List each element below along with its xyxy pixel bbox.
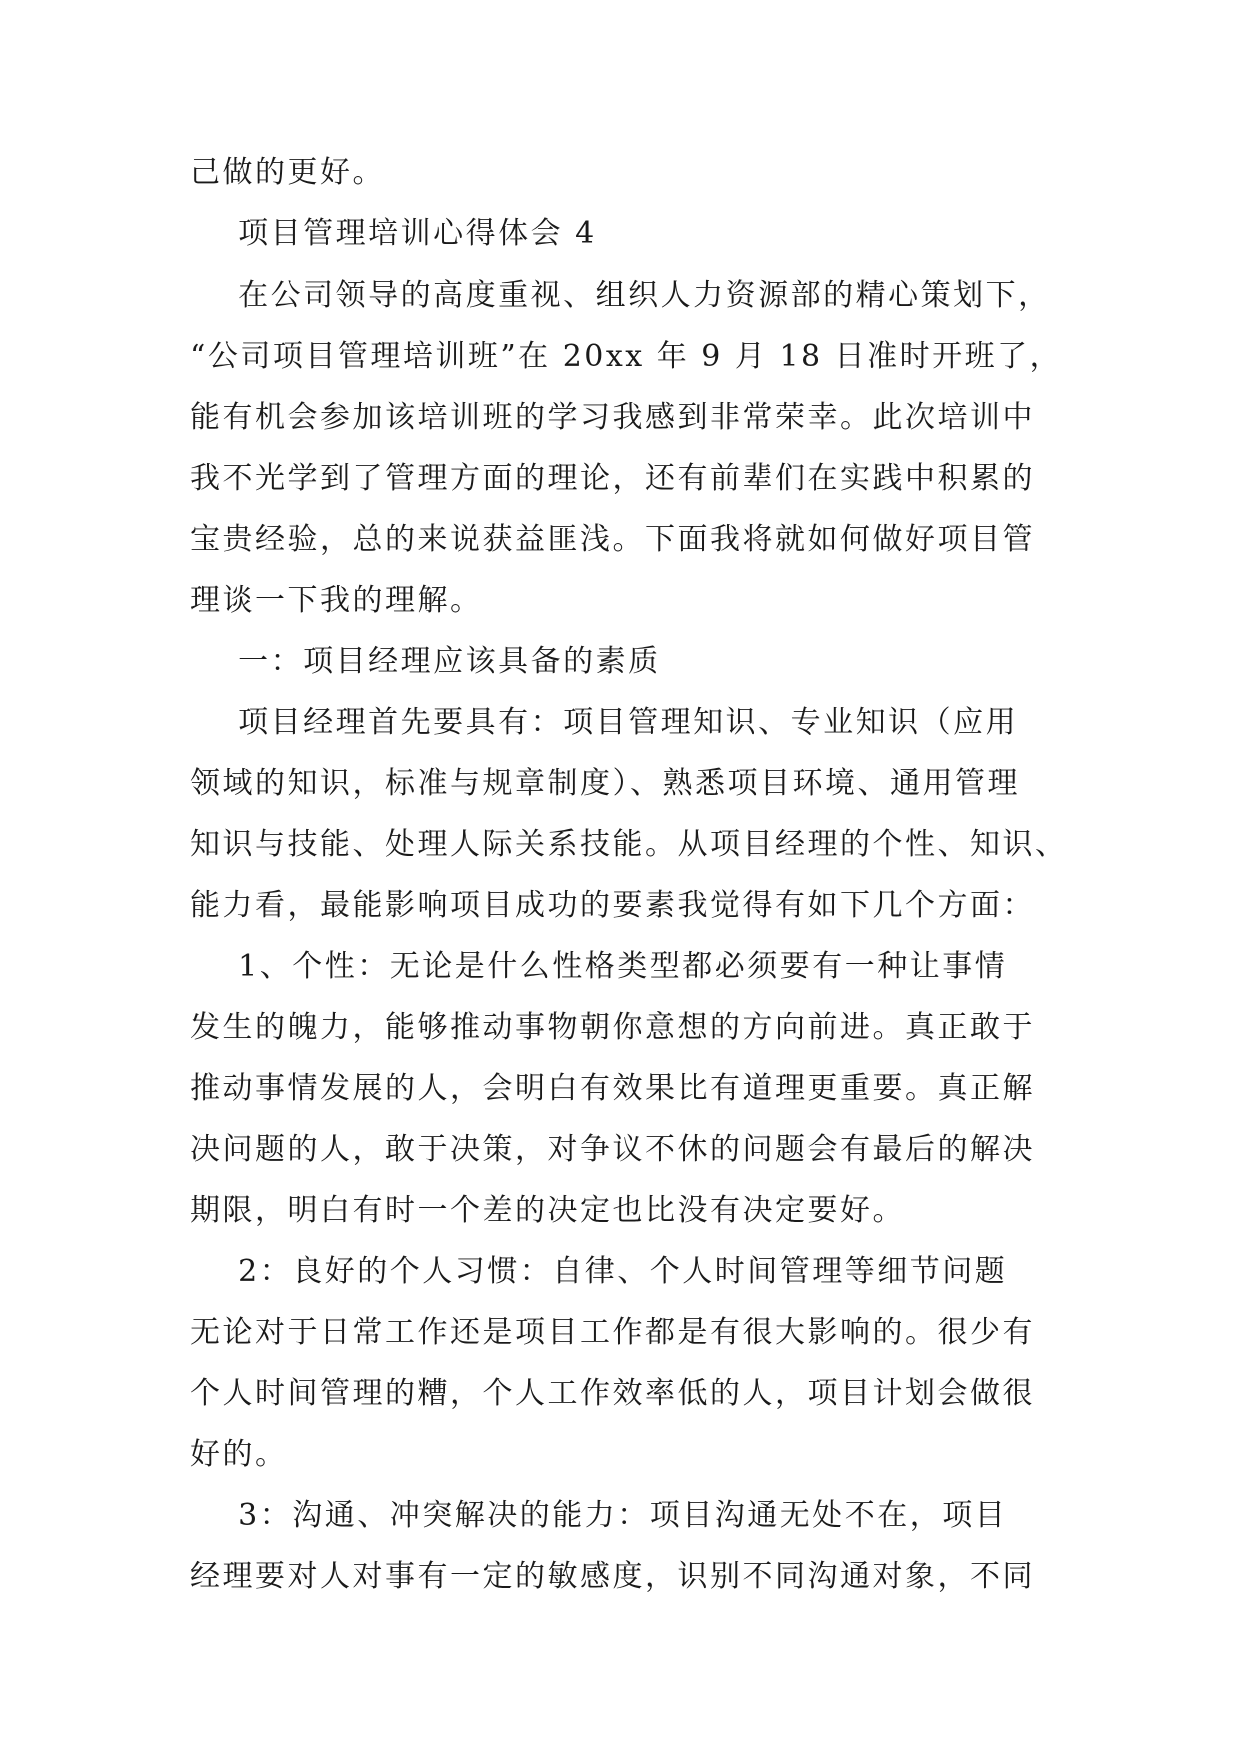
text-line: 经理要对人对事有一定的敏感度，识别不同沟通对象，不同	[190, 1559, 1035, 1594]
text-line: 好的。	[190, 1437, 288, 1472]
text-line: 2：良好的个人习惯：自律、个人时间管理等细节问题	[190, 1254, 1008, 1289]
text-line: 个人时间管理的糟，个人工作效率低的人，项目计划会做很	[190, 1376, 1035, 1411]
text-line: 项目经理首先要具有：项目管理知识、专业知识（应用	[190, 705, 1019, 740]
text-line: 1、个性：无论是什么性格类型都必须要有一种让事情	[190, 949, 1008, 984]
text-line: 领域的知识，标准与规章制度）、熟悉项目环境、通用管理	[190, 766, 1020, 801]
text-line: 能力看，最能影响项目成功的要素我觉得有如下几个方面：	[190, 888, 1035, 923]
text-line: 推动事情发展的人，会明白有效果比有道理更重要。真正解	[190, 1071, 1035, 1106]
text-line: 知识与技能、处理人际关系技能。从项目经理的个性、知识、	[190, 827, 1068, 862]
text-line: 能有机会参加该培训班的学习我感到非常荣幸。此次培训中	[190, 400, 1035, 435]
text-line: “公司项目管理培训班”在 20xx 年 9 月 18 日准时开班了，	[190, 339, 1063, 374]
text-line: 发生的魄力，能够推动事物朝你意想的方向前进。真正敢于	[190, 1010, 1035, 1045]
text-line: 3：沟通、冲突解决的能力：项目沟通无处不在，项目	[190, 1498, 1008, 1533]
text-line: 我不光学到了管理方面的理论，还有前辈们在实践中积累的	[190, 461, 1035, 496]
text-line: 宝贵经验，总的来说获益匪浅。下面我将就如何做好项目管	[190, 522, 1035, 557]
text-line: 无论对于日常工作还是项目工作都是有很大影响的。很少有	[190, 1315, 1035, 1350]
section-heading: 项目管理培训心得体会 4	[190, 216, 597, 251]
text-line: 理谈一下我的理解。	[190, 583, 483, 618]
text-line: 决问题的人，敢于决策，对争议不休的问题会有最后的解决	[190, 1132, 1035, 1167]
text-line: 己做的更好。	[190, 155, 385, 190]
subsection-heading: 一：项目经理应该具备的素质	[190, 644, 661, 679]
text-line: 在公司领导的高度重视、组织人力资源部的精心策划下，	[190, 278, 1051, 313]
text-line: 期限，明白有时一个差的决定也比没有决定要好。	[190, 1193, 905, 1228]
